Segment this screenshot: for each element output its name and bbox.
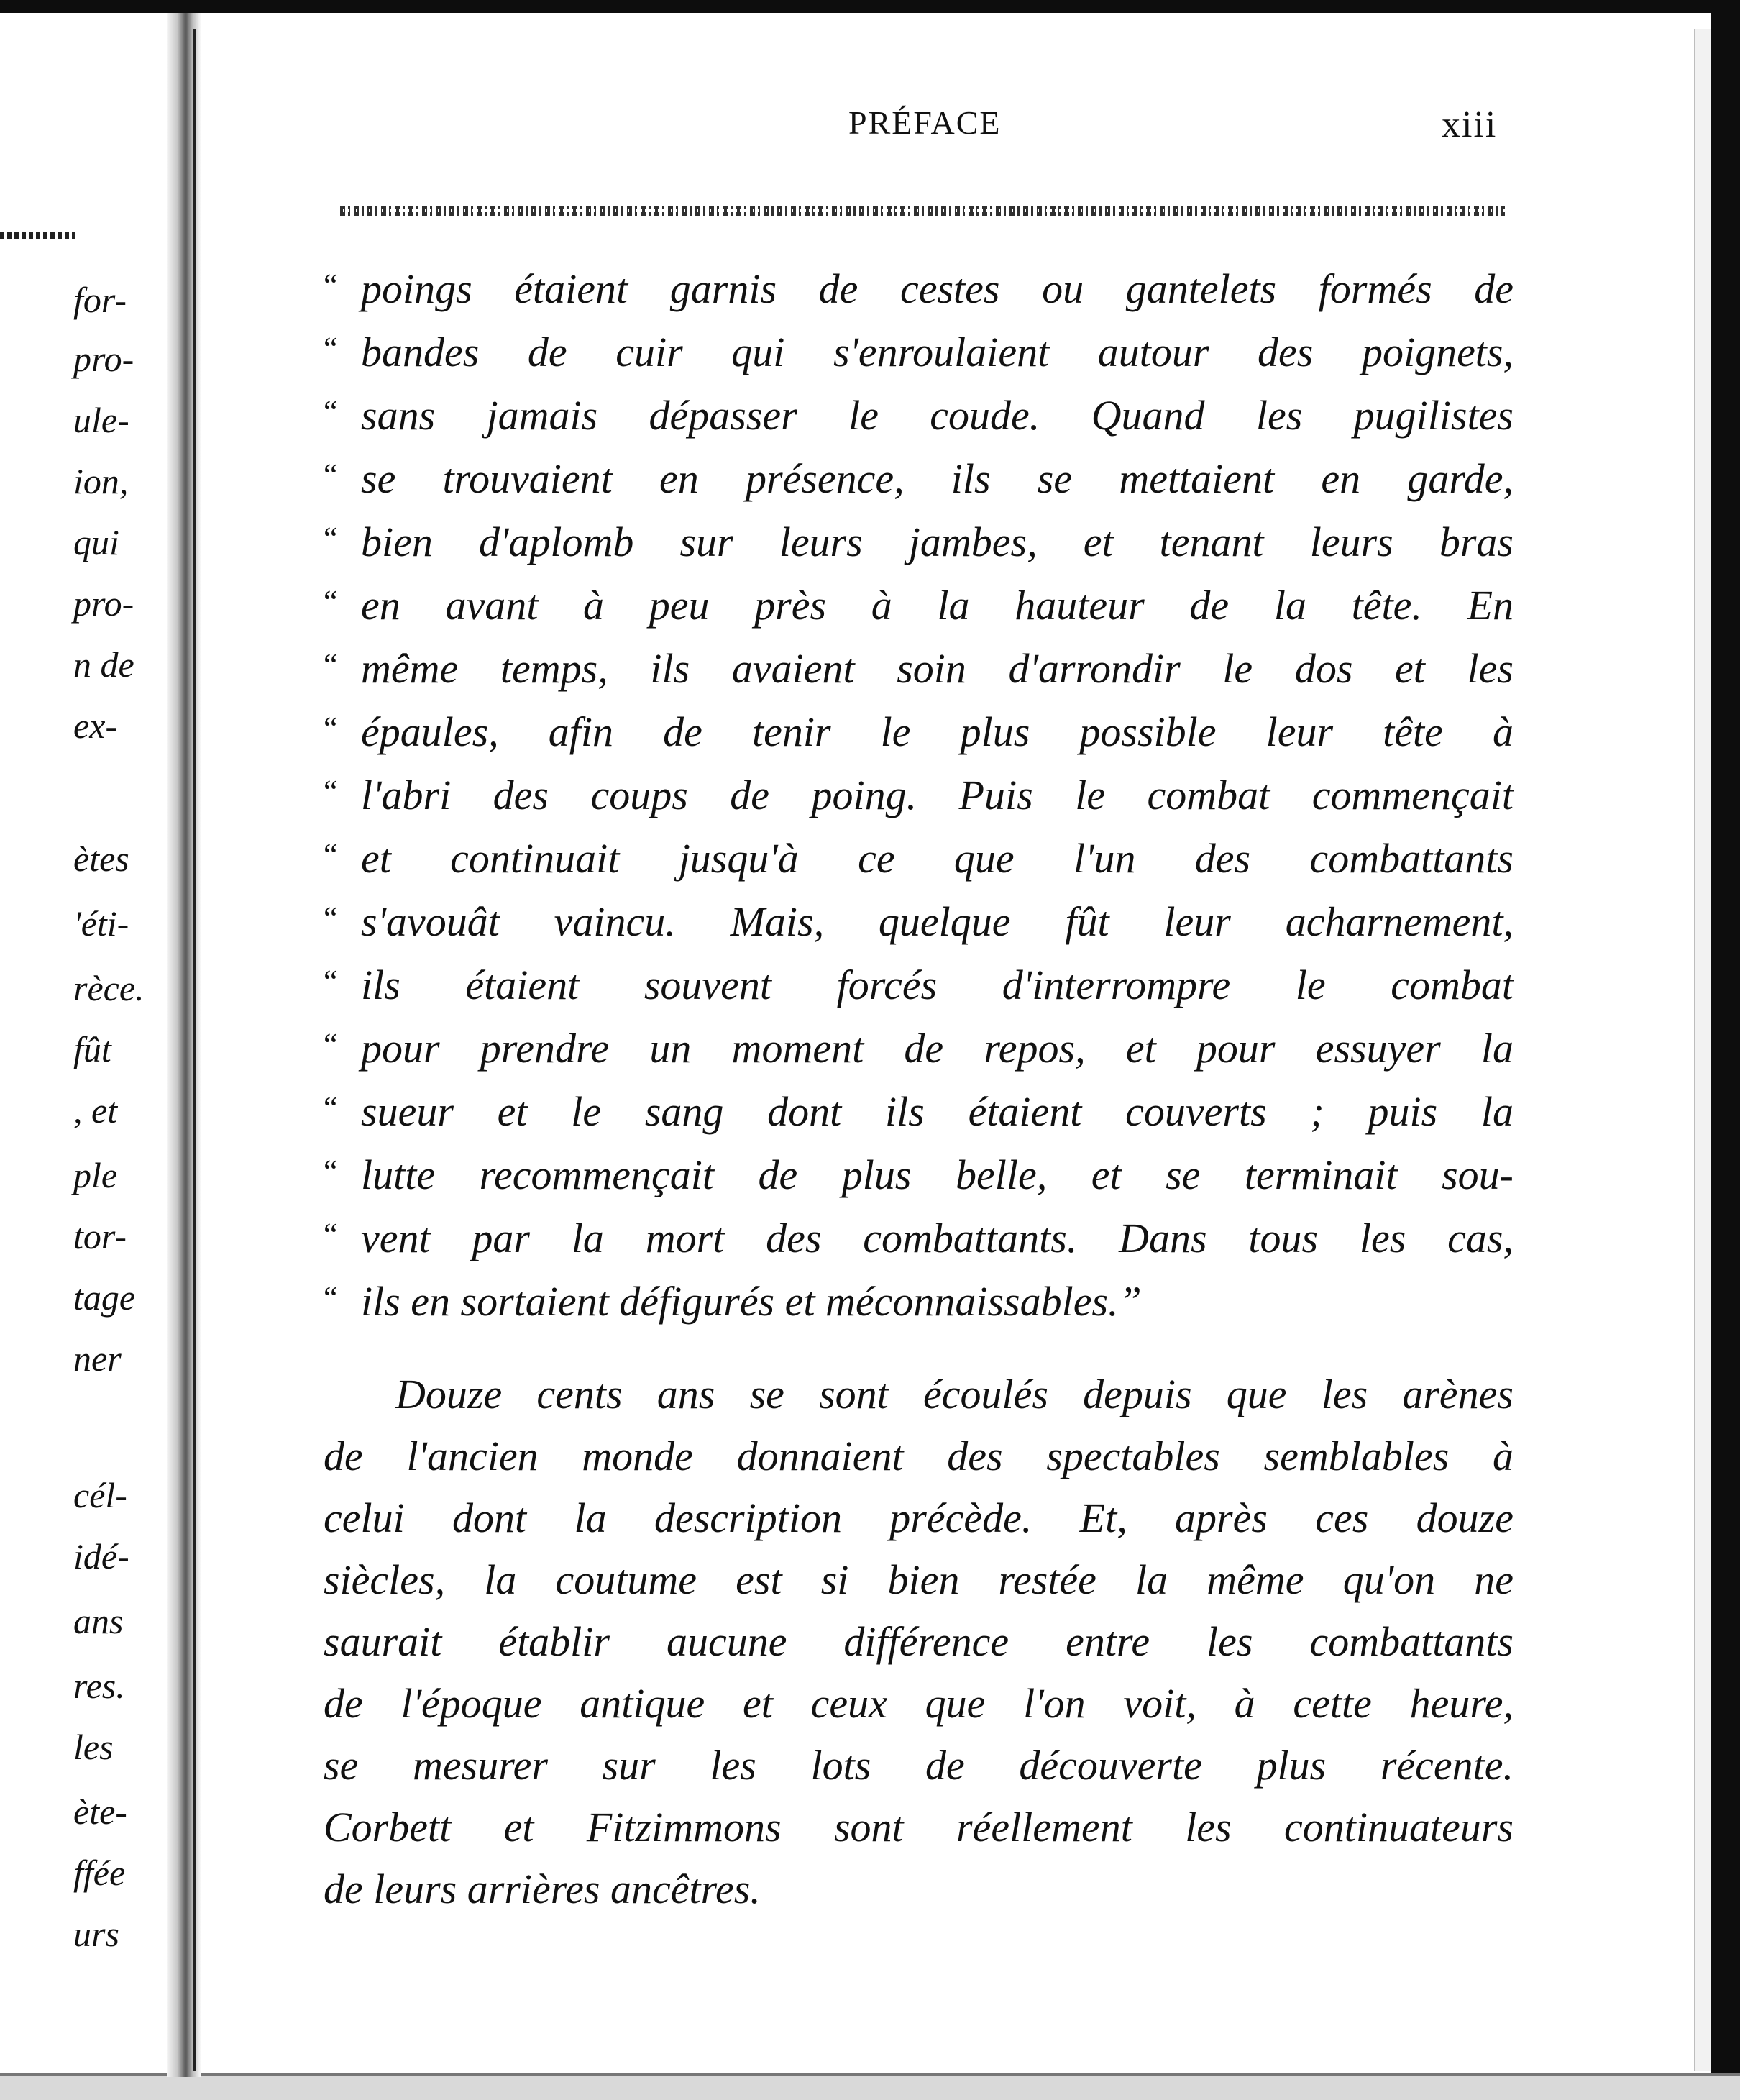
quote-line	[324, 634, 1514, 697]
left-page-line: tage	[73, 1277, 136, 1318]
left-page-line: tor-	[73, 1216, 127, 1256]
paragraph-block	[324, 1364, 1514, 1920]
opening-quote-mark: “	[324, 647, 338, 682]
scan-right-edge	[1711, 0, 1740, 2100]
quote-line	[324, 1013, 1514, 1077]
quote-line-text: se trouvaient en présence, ils se mettaient en garde,	[361, 455, 1514, 502]
opening-quote-mark: “	[324, 457, 338, 493]
paragraph-line: de l'ancien monde donnaient des spectables semblables à	[324, 1433, 1514, 1479]
quote-line-text: vent par la mort des combattants. Dans tous les cas,	[361, 1215, 1514, 1261]
quote-line-text: ils en sortaient défigurés et méconnaissables.”	[361, 1278, 1142, 1325]
quote-line-text: et continuait jusqu'à ce que l'un des combattants	[361, 835, 1514, 882]
left-page-line: 'éti-	[73, 903, 129, 944]
paragraph-line: de leurs arrières ancêtres.	[324, 1866, 761, 1912]
quote-line-text: bandes de cuir qui s'enroulaient autour des poignets,	[361, 329, 1514, 375]
quote-line	[324, 823, 1514, 887]
left-page-line: , et	[73, 1090, 118, 1131]
quote-line	[324, 380, 1514, 444]
opening-quote-mark: “	[324, 331, 338, 366]
left-page-line: ète-	[73, 1791, 127, 1832]
main-page	[201, 13, 1682, 2077]
left-page-line: idé-	[73, 1536, 129, 1576]
left-page-line: ètes	[73, 839, 129, 879]
opening-quote-mark: “	[324, 1154, 338, 1189]
quote-line	[324, 317, 1514, 380]
left-page-line: ner	[73, 1338, 122, 1379]
quote-line	[324, 950, 1514, 1013]
left-page-fragment	[0, 0, 167, 2100]
quote-line-text: épaules, afin de tenir le plus possible leur tête à	[361, 708, 1514, 755]
left-page-line: pro-	[73, 339, 134, 379]
quote-line	[324, 887, 1514, 950]
opening-quote-mark: “	[324, 1090, 338, 1126]
left-page-line: ex-	[73, 706, 118, 746]
paragraph-line: saurait établir aucune différence entre les combattants	[324, 1618, 1514, 1665]
header-ornament-rule	[340, 206, 1505, 216]
left-page-line: pro-	[73, 583, 134, 624]
left-page-line: n de	[73, 644, 134, 685]
left-page-line: urs	[73, 1914, 119, 1954]
paragraph-line: celui dont la description précède. Et, après ces douze	[324, 1494, 1514, 1541]
quote-line-text: bien d'aplomb sur leurs jambes, et tenant leurs bras	[361, 519, 1514, 565]
left-page-line: ffée	[73, 1853, 126, 1893]
opening-quote-mark: “	[324, 268, 338, 303]
quote-line-text: même temps, ils avaient soin d'arrondir le dos et les	[361, 645, 1514, 692]
quote-line	[324, 1140, 1514, 1203]
left-page-line: rèce.	[73, 968, 145, 1008]
quote-line-text: lutte recommençait de plus belle, et se terminait sou-	[361, 1151, 1514, 1198]
quote-line	[324, 760, 1514, 823]
quote-line-text: l'abri des coups de poing. Puis le combat commençait	[361, 772, 1514, 818]
left-page-line: res.	[73, 1666, 125, 1706]
opening-quote-mark: “	[324, 584, 338, 619]
quote-line-text: pour prendre un moment de repos, et pour essuyer la	[361, 1025, 1514, 1072]
opening-quote-mark: “	[324, 521, 338, 556]
scan-top-edge	[0, 0, 1740, 13]
left-page-line: qui	[73, 522, 119, 562]
quote-line	[324, 254, 1514, 317]
quote-line	[324, 1077, 1514, 1140]
left-page-line: ion,	[73, 461, 129, 501]
paragraph-line: de l'époque antique et ceux que l'on voit, à cette heure,	[324, 1680, 1514, 1727]
quote-line-text: sans jamais dépasser le coude. Quand les pugilistes	[361, 392, 1514, 439]
running-head-title: PRÉFACE	[848, 104, 1002, 141]
quote-line-text: en avant à peu près à la hauteur de la tête. En	[361, 582, 1514, 629]
quote-line-text: ils étaient souvent forcés d'interrompre le combat	[361, 962, 1514, 1008]
paragraph-line: Corbett et Fitzimmons sont réellement les continuateurs	[324, 1804, 1514, 1850]
quote-line	[324, 1203, 1514, 1266]
opening-quote-mark: “	[324, 837, 338, 872]
opening-quote-mark: “	[324, 394, 338, 429]
opening-quote-mark: “	[324, 900, 338, 936]
quote-line-text: s'avouât vaincu. Mais, quelque fût leur acharnement,	[361, 898, 1514, 945]
left-page-ornament	[0, 232, 75, 239]
paragraph-line: siècles, la coutume est si bien restée la même qu'on ne	[324, 1556, 1514, 1603]
paragraph-line: se mesurer sur les lots de découverte plus récente.	[324, 1742, 1514, 1789]
paragraph-line: Douze cents ans se sont écoulés depuis que les arènes	[395, 1371, 1514, 1418]
quote-line	[324, 507, 1514, 570]
opening-quote-mark: “	[324, 711, 338, 746]
opening-quote-mark: “	[324, 774, 338, 809]
left-page-line: for-	[73, 280, 127, 320]
quote-line	[324, 570, 1514, 634]
left-page-line: ple	[73, 1155, 118, 1195]
gutter-shadow-line	[193, 29, 196, 2071]
quote-line	[324, 697, 1514, 760]
quote-line	[324, 1266, 1514, 1330]
scan-bottom-edge	[0, 2073, 1740, 2100]
opening-quote-mark: “	[324, 1217, 338, 1252]
left-page-line: ans	[73, 1601, 124, 1641]
quote-line-text: poings étaient garnis de cestes ou gantelets formés de	[361, 265, 1514, 312]
left-page-line: cél-	[73, 1475, 127, 1515]
opening-quote-mark: “	[324, 964, 338, 999]
left-page-line: fût	[73, 1029, 111, 1069]
left-page-line: ule-	[73, 400, 129, 440]
left-page-line: les	[73, 1727, 114, 1767]
page-stack-edge	[1694, 29, 1711, 2071]
opening-quote-mark: “	[324, 1280, 338, 1315]
page-number: xiii	[1442, 104, 1498, 145]
quote-line-text: sueur et le sang dont ils étaient couverts ; puis la	[361, 1088, 1514, 1135]
quotation-block	[324, 254, 1514, 1330]
opening-quote-mark: “	[324, 1027, 338, 1062]
quote-line	[324, 444, 1514, 507]
